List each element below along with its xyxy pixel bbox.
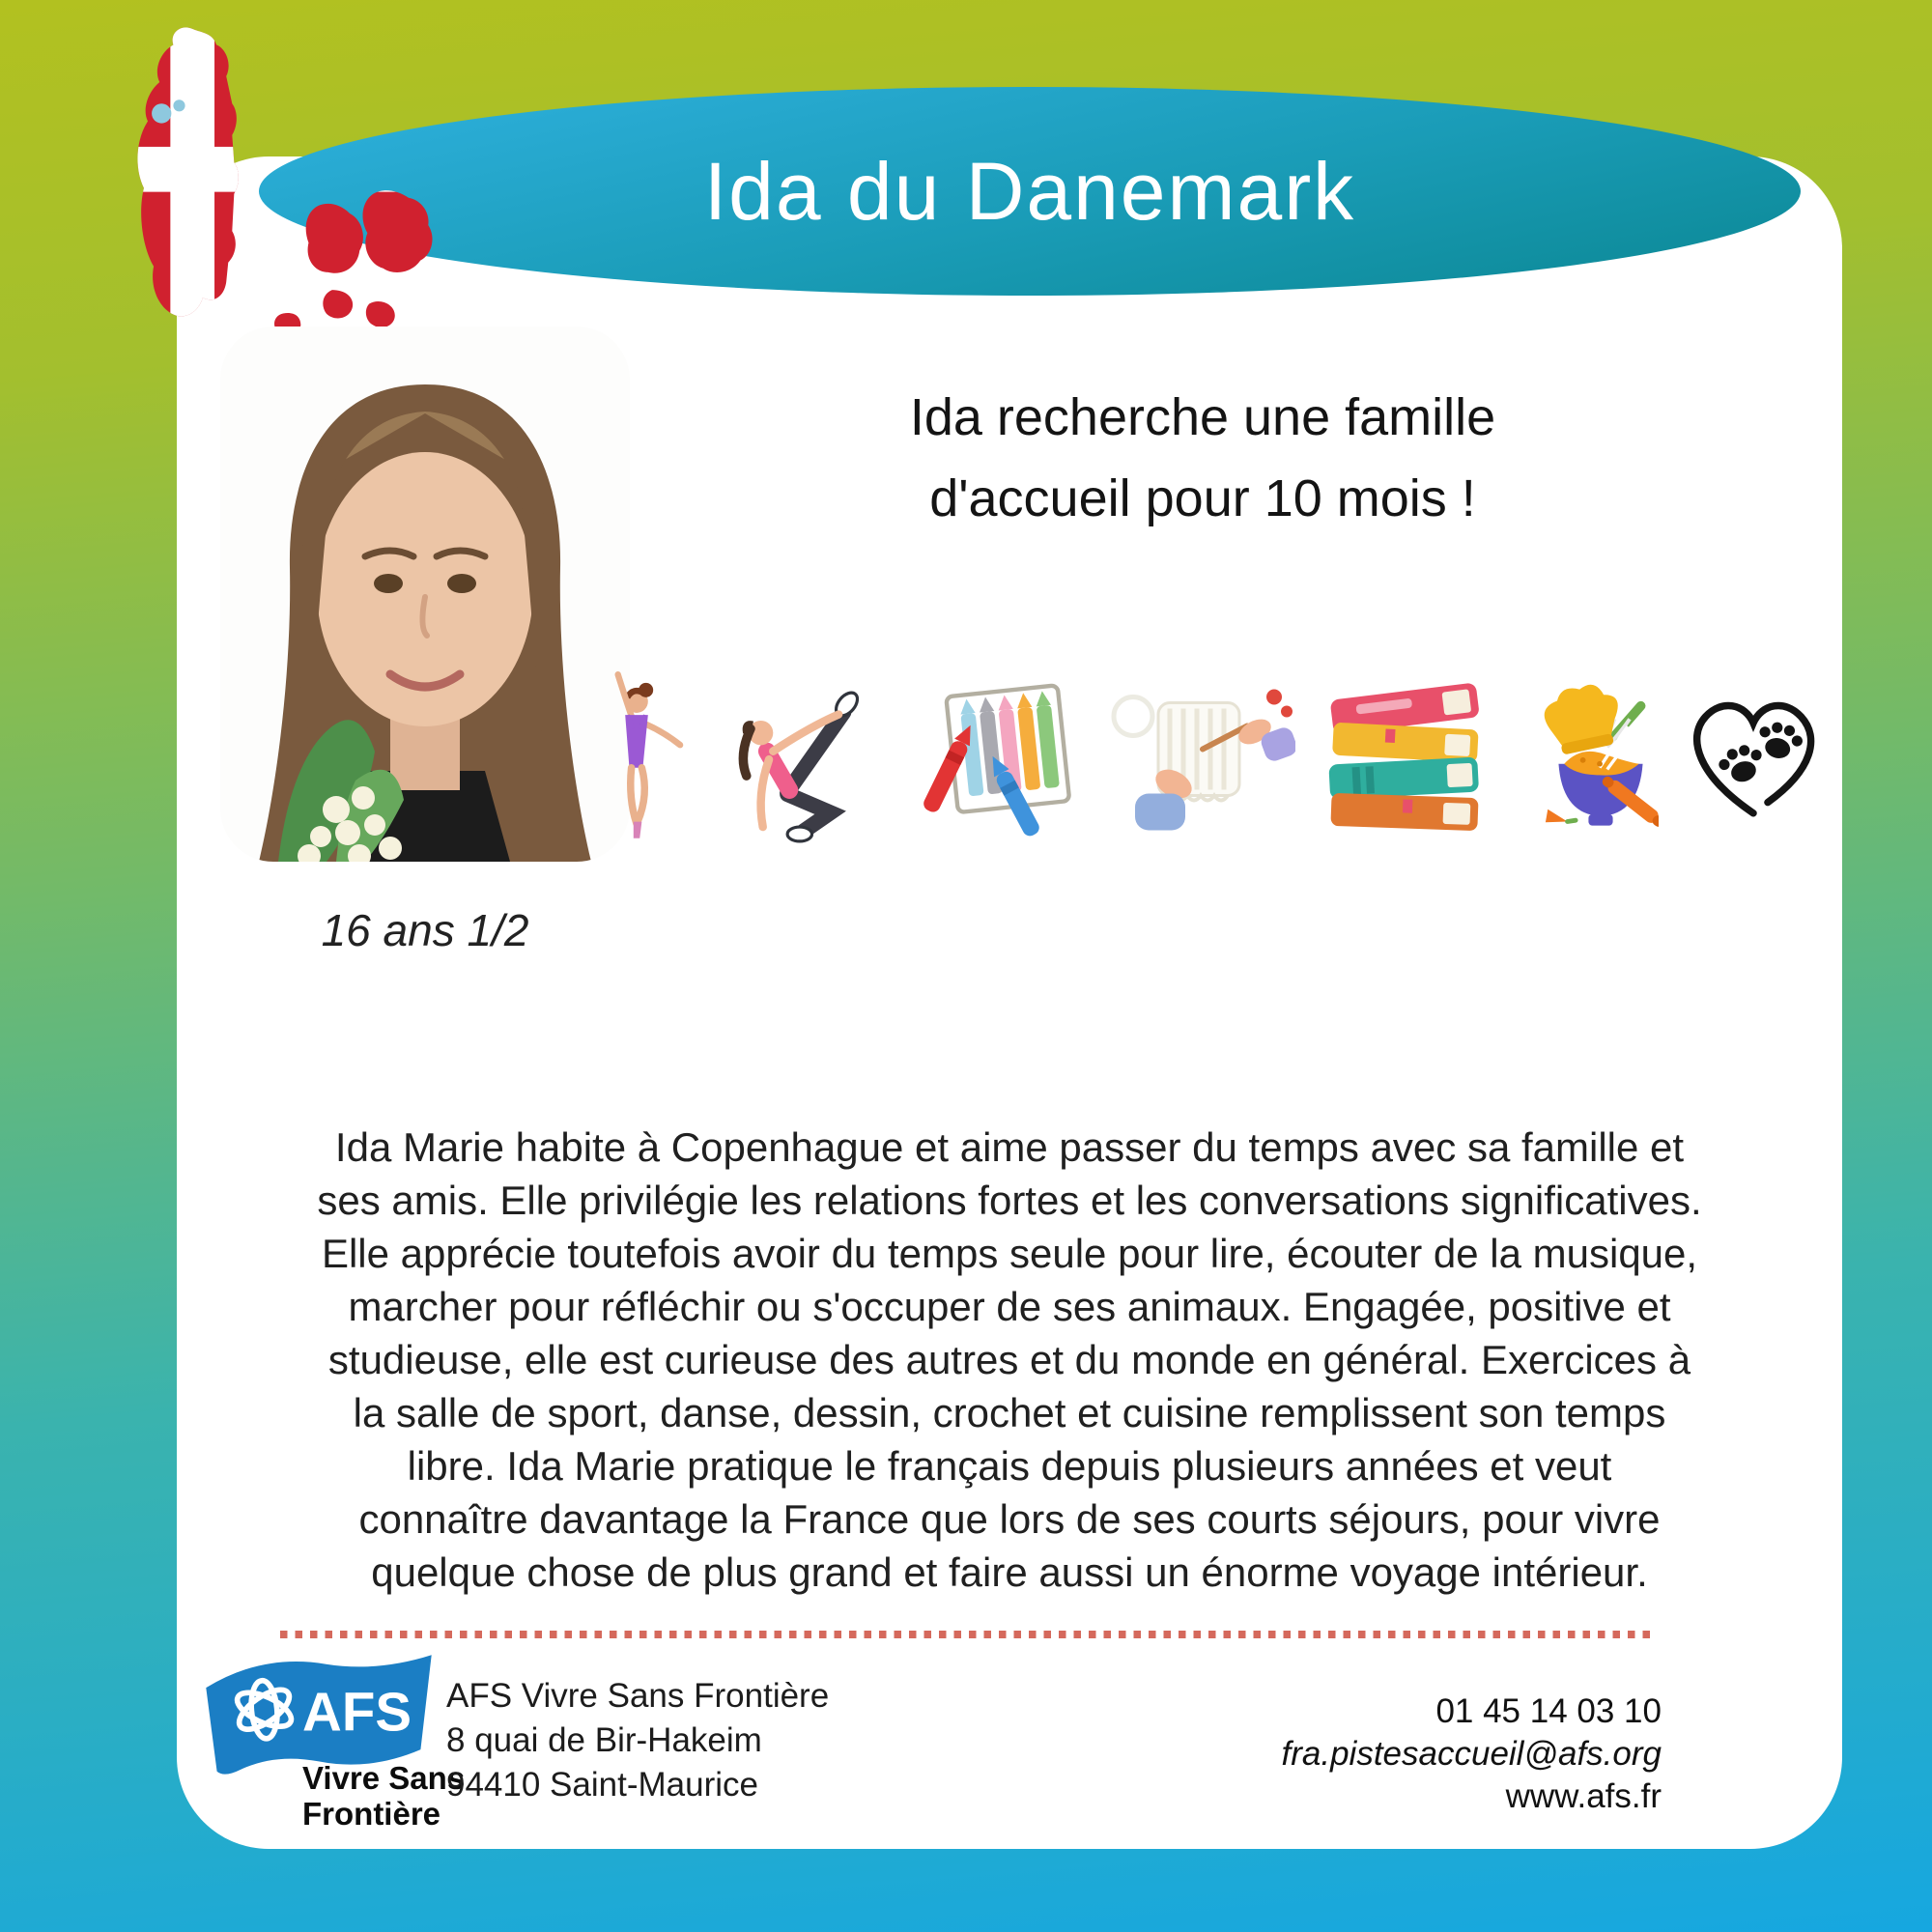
callout-line-1: Ida recherche une famille [909, 388, 1496, 446]
heart-paw-icon [1681, 689, 1826, 824]
crayons-icon [912, 672, 1081, 841]
contact-block [1159, 1690, 1662, 1818]
bio-line: marcher pour réfléchir ou s'occuper de ses animaux. Engagée, positive et [348, 1284, 1671, 1329]
callout-line-2: d'accueil pour 10 mois ! [929, 469, 1476, 527]
age-label: 16 ans 1/2 [321, 905, 529, 955]
fitness-stretch-icon [716, 660, 890, 853]
afs-tagline-line-2: Frontière [302, 1796, 441, 1832]
bio-line: studieuse, elle est curieuse des autres et du monde en général. Exercices à [327, 1337, 1691, 1382]
bio-line: connaître davantage la France que lors de ses courts séjours, pour vivre [358, 1496, 1661, 1542]
books-stack-icon [1318, 677, 1492, 837]
address-block [446, 1674, 829, 1807]
bio-line: Ida Marie habite à Copenhague et aime passer du temps avec sa famille et [334, 1124, 1685, 1170]
afs-tagline [302, 1760, 465, 1832]
email-address[interactable]: fra.pistesaccueil@afs.org [1281, 1735, 1662, 1773]
address-line-3: 94410 Saint-Maurice [446, 1766, 758, 1804]
afs-logo-text: AFS [302, 1681, 412, 1743]
address-line-2: 8 quai de Bir-Hakeim [446, 1721, 762, 1759]
address-line-1: AFS Vivre Sans Frontière [446, 1677, 830, 1715]
phone-number: 01 45 14 03 10 [1435, 1692, 1662, 1730]
ballet-dancer-icon [580, 651, 694, 862]
student-photo [220, 327, 630, 862]
bio-line: Elle apprécie toutefois avoir du temps seule pour lire, écouter de la musique, [321, 1231, 1698, 1276]
denmark-map-icon [114, 19, 442, 348]
bio-line: ses amis. Elle privilégie les relations fortes et les conversations significatives. [317, 1178, 1702, 1223]
bio-line: la salle de sport, danse, dessin, crochet et cuisine remplissent son temps [353, 1390, 1666, 1435]
bio-line: quelque chose de plus grand et faire aussi un énorme voyage intérieur. [371, 1549, 1648, 1595]
header-banner [259, 87, 1801, 296]
crochet-icon [1102, 677, 1295, 837]
page-title: Ida du Danemark [703, 145, 1356, 237]
dotted-separator [280, 1631, 1652, 1638]
afs-tagline-line-1: Vivre Sans [302, 1760, 466, 1796]
cooking-icon [1514, 679, 1659, 834]
website-url[interactable]: www.afs.fr [1505, 1777, 1662, 1815]
portrait-illustration [220, 327, 630, 862]
host-family-callout [715, 377, 1690, 539]
bio-line: libre. Ida Marie pratique le français depuis plusieurs années et veut [407, 1443, 1612, 1489]
bio-paragraph [193, 1121, 1826, 1599]
hobby-icons-row [580, 630, 1826, 883]
